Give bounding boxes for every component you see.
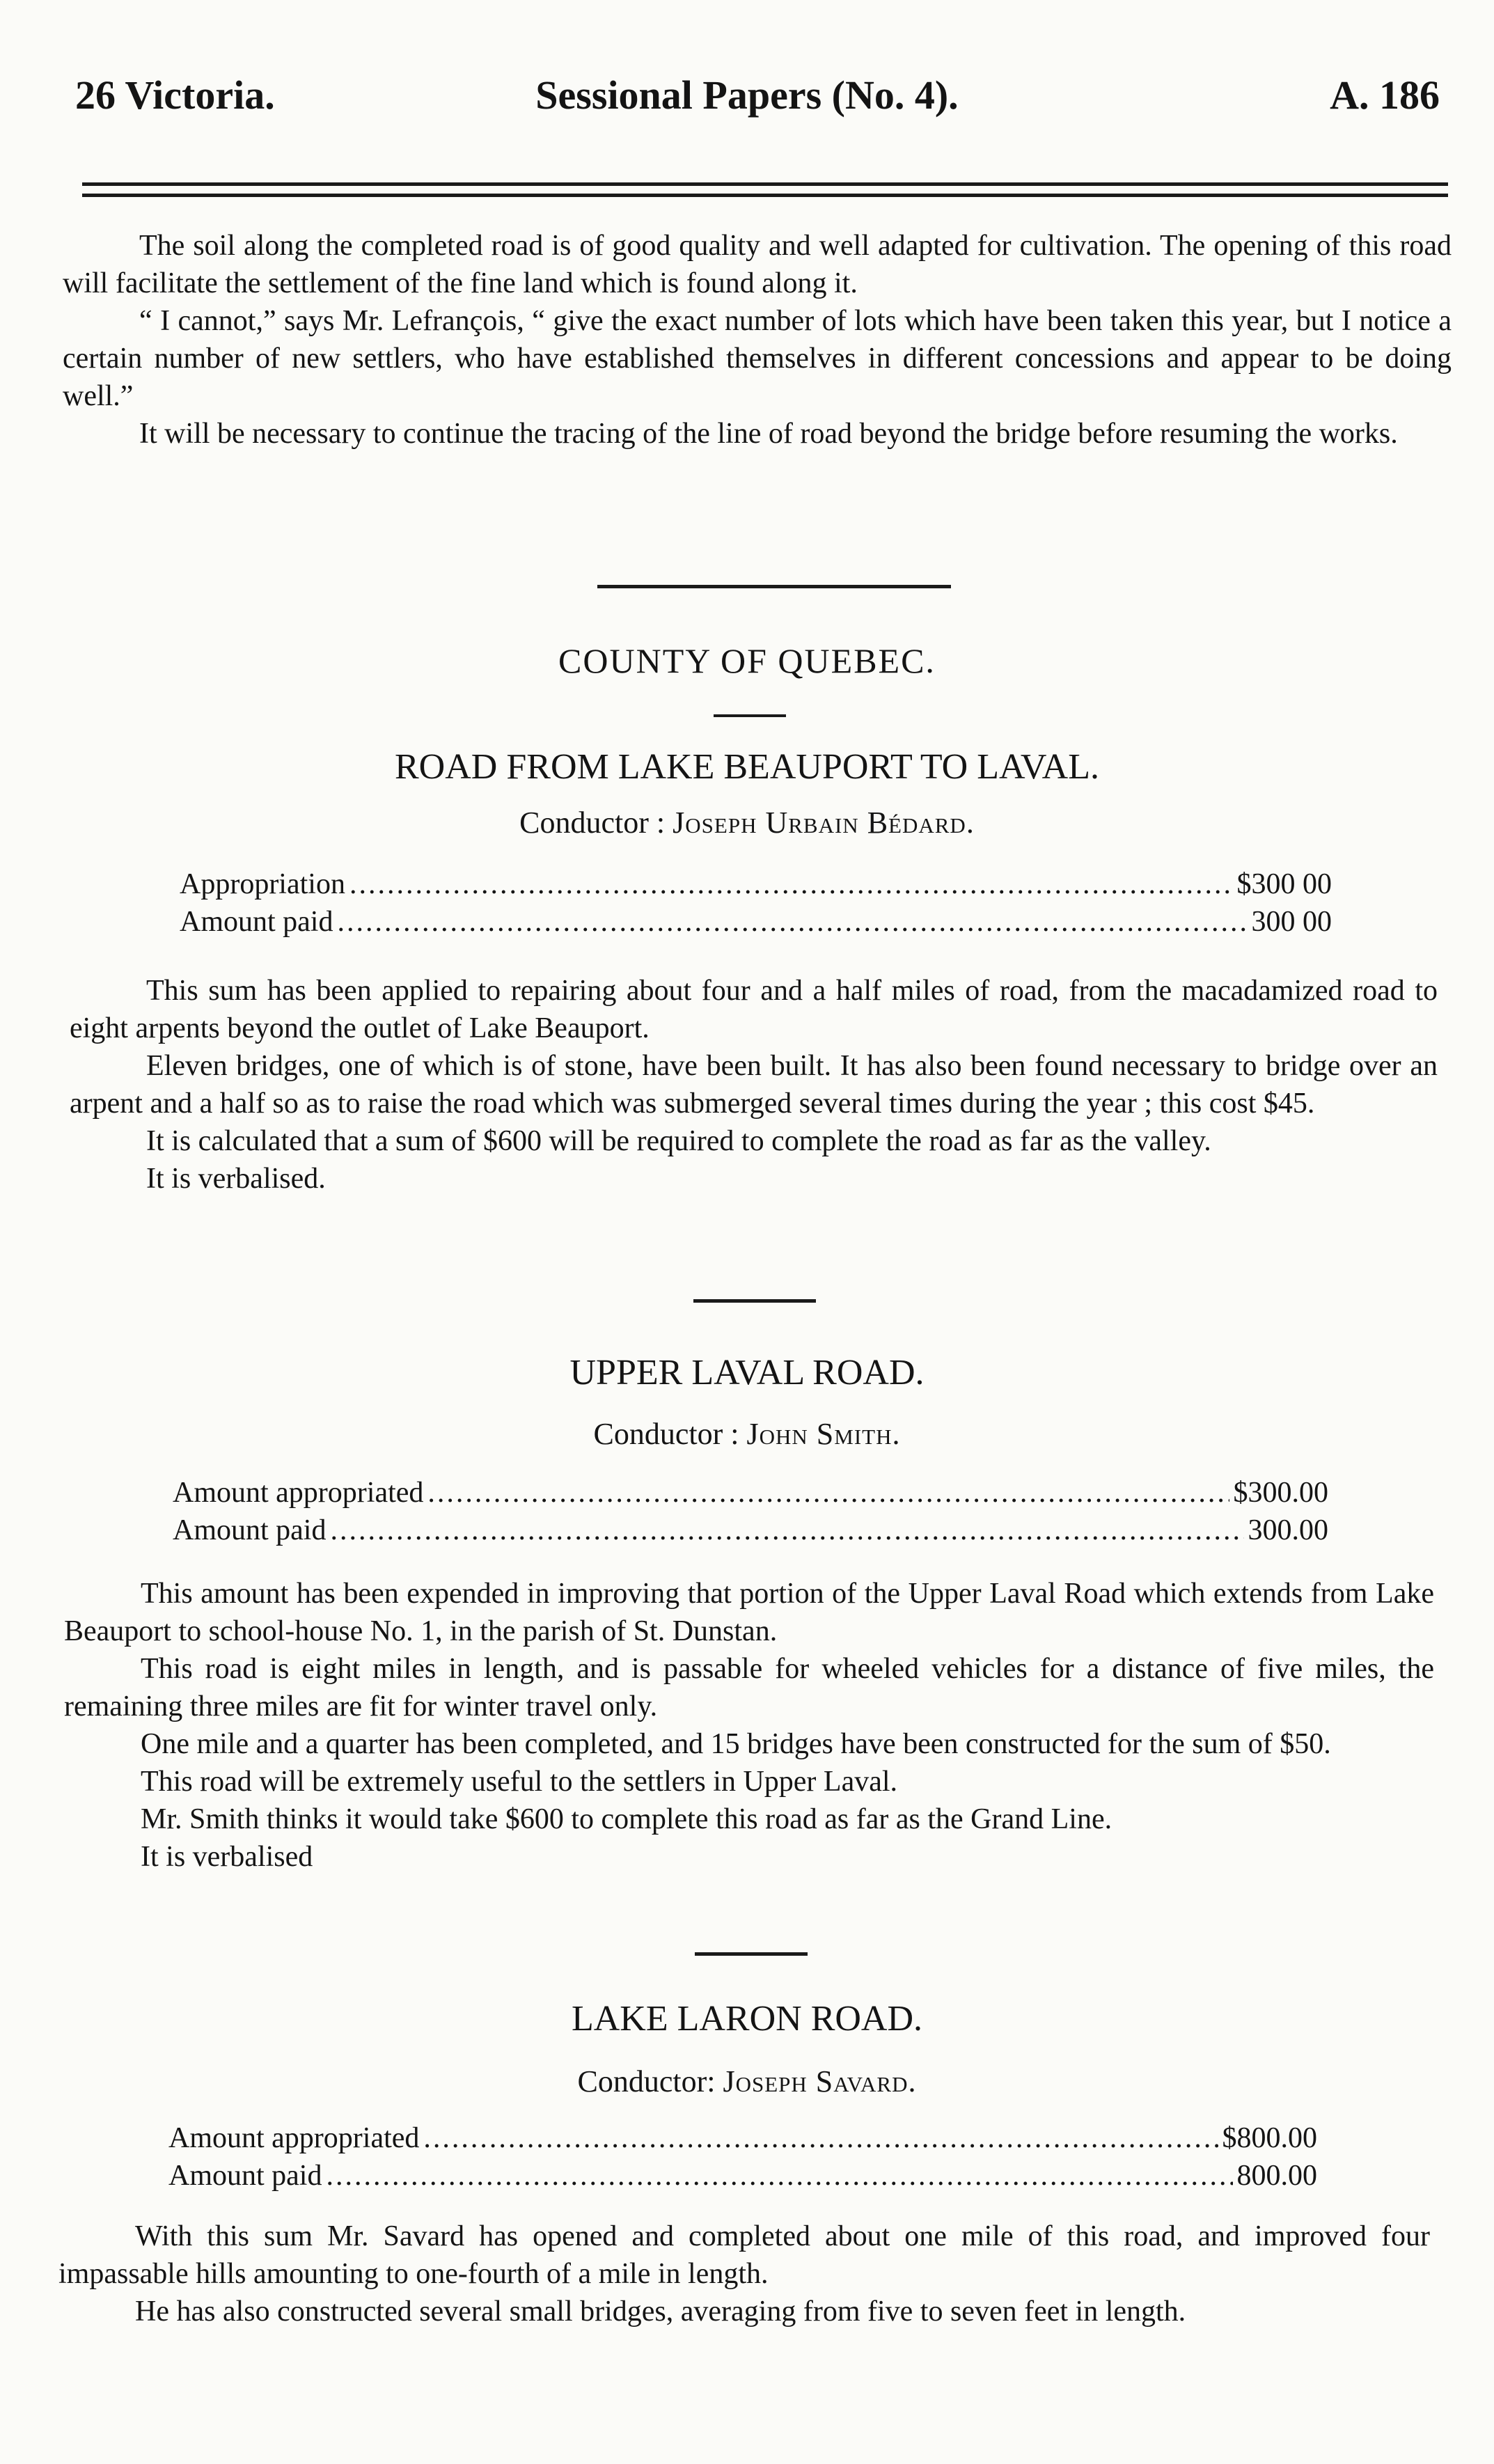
section-divider <box>597 585 951 588</box>
section-divider <box>693 1299 816 1303</box>
ledger-row <box>168 2119 1317 2157</box>
ledger <box>173 1474 1328 1549</box>
section-text <box>64 1575 1434 1876</box>
conductor-label: Conductor : <box>519 806 666 840</box>
county-heading: COUNTY OF QUEBEC. <box>558 641 936 680</box>
conductor-line <box>0 2064 1494 2099</box>
paragraph: “ I cannot,” says Mr. Lefrançois, “ give the exact number of lots which have been taken this year, but I notice a certain number of new settlers, who have established themselves in different concessions and appear to be doing well.” <box>63 305 1452 412</box>
ledger <box>168 2119 1317 2195</box>
ledger-value: 800.00 <box>1236 2160 1317 2192</box>
leader-dots <box>326 2157 1232 2195</box>
header-session: 26 Victoria. <box>75 72 275 118</box>
section-text <box>70 972 1438 1198</box>
ledger-value: $300.00 <box>1233 1477 1328 1509</box>
conductor-name: John Smith. <box>746 1417 901 1451</box>
ledger-label: Amount appropriated <box>168 2122 420 2154</box>
ledger-label: Amount paid <box>173 1514 327 1546</box>
paragraph: This amount has been expended in improving that portion of the Upper Laval Road which extends from Lake Beauport to school-house No. 1, in the parish of St. Dunstan. <box>64 1578 1434 1647</box>
paragraph: This sum has been applied to repairing about four and a half miles of road, from the macadamized road to eight arpents beyond the outlet of Lake Beauport. <box>70 975 1438 1044</box>
conductor-label: Conductor: <box>577 2064 716 2098</box>
ledger-row <box>180 903 1332 941</box>
leader-dots <box>427 1474 1229 1512</box>
section-title: UPPER LAVAL ROAD. <box>569 1353 925 1392</box>
ledger <box>180 865 1332 941</box>
conductor-line <box>0 805 1494 840</box>
header-rule-bottom <box>82 194 1448 197</box>
ledger-value: $300 00 <box>1236 868 1332 900</box>
paragraph: With this sum Mr. Savard has opened and completed about one mile of this road, and improved four impassable hills amounting to one-fourth of a mile in length. <box>58 2220 1430 2290</box>
ledger-value: 300.00 <box>1248 1514 1328 1546</box>
ledger-row <box>173 1512 1328 1549</box>
leader-dots <box>349 865 1233 903</box>
ledger-row <box>168 2157 1317 2195</box>
conductor-line <box>0 1416 1494 1452</box>
paragraph: It will be necessary to continue the tracing of the line of road beyond the bridge before resuming the works. <box>139 418 1398 450</box>
paragraph: One mile and a quarter has been completed, and 15 bridges have been constructed for the sum of $50. <box>141 1728 1331 1760</box>
ledger-row <box>180 865 1332 903</box>
ledger-value: 300 00 <box>1251 906 1332 938</box>
section-text <box>58 2218 1430 2330</box>
section-divider <box>695 1952 808 1956</box>
ledger-value: $800.00 <box>1222 2122 1317 2154</box>
header-title: Sessional Papers (No. 4). <box>535 72 959 118</box>
conductor-name: Joseph Savard. <box>723 2064 917 2098</box>
section-title: ROAD FROM LAKE BEAUPORT TO LAVAL. <box>395 747 1099 787</box>
leader-dots <box>423 2119 1218 2157</box>
paragraph: It is verbalised <box>141 1841 313 1873</box>
paragraph: Eleven bridges, one of which is of stone, have been built. It has also been found necessary to bridge over an arpent and a half so as to raise the road which was submerged several times during the year ; this cost $45. <box>70 1050 1438 1120</box>
leader-dots <box>337 903 1247 941</box>
ledger-label: Amount appropriated <box>173 1477 424 1509</box>
ledger-label: Amount paid <box>168 2160 322 2192</box>
short-divider <box>714 714 786 717</box>
intro-text <box>63 227 1452 453</box>
ledger-label: Amount paid <box>180 906 333 938</box>
paragraph: It is calculated that a sum of $600 will be required to complete the road as far as the valley. <box>146 1125 1211 1157</box>
paragraph: It is verbalised. <box>146 1163 326 1195</box>
header-page-number: A. 186 <box>1330 72 1440 118</box>
paragraph: He has also constructed several small bridges, averaging from five to seven feet in length. <box>135 2296 1186 2328</box>
paragraph: This road will be extremely useful to the settlers in Upper Laval. <box>141 1766 898 1798</box>
paragraph: This road is eight miles in length, and is passable for wheeled vehicles for a distance of five miles, the remaining three miles are fit for winter travel only. <box>64 1653 1434 1723</box>
conductor-label: Conductor : <box>593 1417 739 1451</box>
paragraph: Mr. Smith thinks it would take $600 to complete this road as far as the Grand Line. <box>141 1803 1112 1835</box>
leader-dots <box>330 1512 1243 1549</box>
ledger-label: Appropriation <box>180 868 345 900</box>
section-title: LAKE LARON ROAD. <box>571 1999 923 2039</box>
ledger-row <box>173 1474 1328 1512</box>
paragraph: The soil along the completed road is of good quality and well adapted for cultivation. The opening of this road will facilitate the settlement of the fine land which is found along it. <box>63 230 1452 299</box>
header-rule-top <box>82 182 1448 186</box>
conductor-name: Joseph Urbain Bédard. <box>673 806 975 840</box>
